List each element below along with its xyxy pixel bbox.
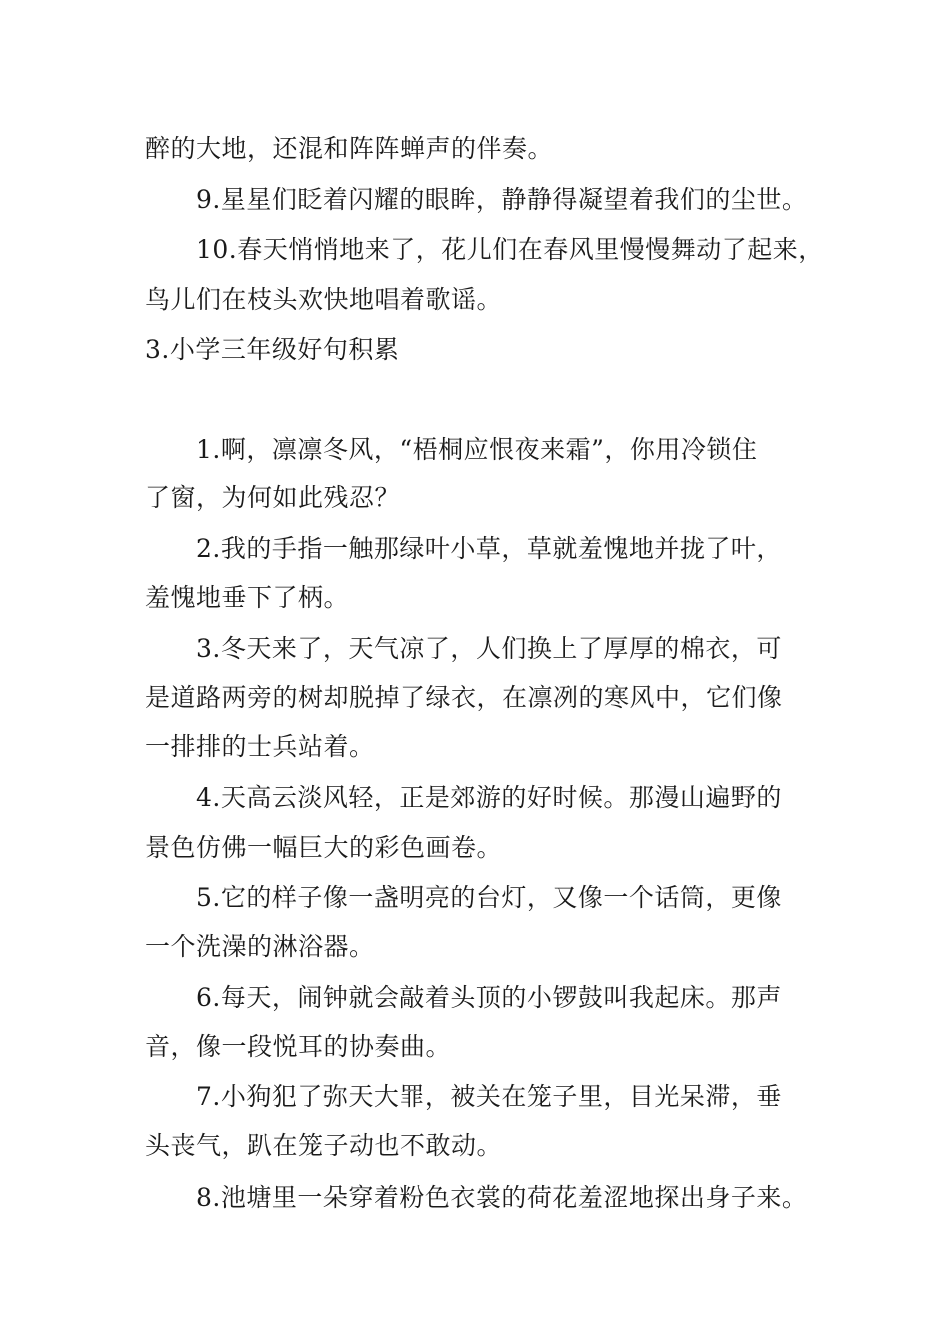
text-line: 鸟儿们在枝头欢快地唱着歌谣。 bbox=[145, 285, 503, 314]
text-line: 6.每天，闹钟就会敲着头顶的小锣鼓叫我起床。那声 bbox=[196, 983, 782, 1012]
text-line: 羞愧地垂下了柄。 bbox=[145, 583, 350, 612]
text-line: 醉的大地，还混和阵阵蝉声的伴奏。 bbox=[145, 134, 554, 163]
text-line: 3.冬天来了，天气凉了，人们换上了厚厚的棉衣，可 bbox=[196, 634, 782, 663]
text-line: 景色仿佛一幅巨大的彩色画卷。 bbox=[145, 833, 503, 862]
text-line: 了窗，为何如此残忍？ bbox=[145, 483, 401, 512]
text-line: 2.我的手指一触那绿叶小草，草就羞愧地并拢了叶， bbox=[196, 534, 782, 563]
text-line: 一排排的士兵站着。 bbox=[145, 732, 375, 761]
text-line: 5.它的样子像一盏明亮的台灯，又像一个话筒，更像 bbox=[196, 883, 782, 912]
text-line: 一个洗澡的淋浴器。 bbox=[145, 932, 375, 961]
text-line: 是道路两旁的树却脱掉了绿衣，在凛冽的寒风中，它们像 bbox=[145, 683, 783, 712]
text-line: 4.天高云淡风轻，正是郊游的好时候。那漫山遍野的 bbox=[196, 783, 782, 812]
section-heading: 3.小学三年级好句积累 bbox=[145, 335, 400, 364]
text-line: 8.池塘里一朵穿着粉色衣裳的荷花羞涩地探出身子来。 bbox=[196, 1183, 808, 1212]
text-line: 10.春天悄悄地来了，花儿们在春风里慢慢舞动了起来， bbox=[196, 235, 824, 264]
text-line: 头丧气，趴在笼子动也不敢动。 bbox=[145, 1131, 503, 1160]
text-line: 9.星星们眨着闪耀的眼眸，静静得凝望着我们的尘世。 bbox=[196, 185, 808, 214]
text-line: 音，像一段悦耳的协奏曲。 bbox=[145, 1032, 452, 1061]
text-line: 1.啊，凛凛冬风，“梧桐应恨夜来霜”，你用冷锁住 bbox=[196, 435, 758, 464]
text-line: 7.小狗犯了弥天大罪，被关在笼子里，目光呆滞，垂 bbox=[196, 1082, 782, 1111]
